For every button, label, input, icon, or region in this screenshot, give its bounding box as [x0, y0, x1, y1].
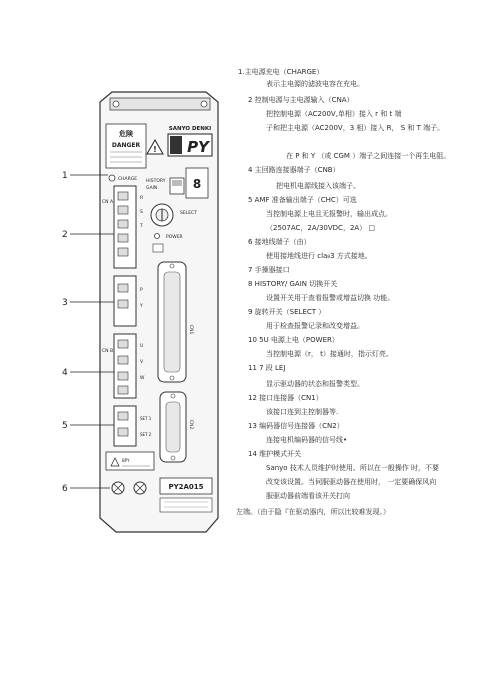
- svg-text:8: 8: [192, 177, 202, 191]
- select-label: SELECT: [180, 211, 197, 216]
- item-7-heading: 7 手操器接口: [248, 266, 290, 274]
- bottom-warning-text: BPY: [122, 458, 130, 463]
- item-11-desc: 显示驱动器的状态和报警类型。: [266, 380, 364, 388]
- item-5-heading: 5 AMF 准备输出端子（CHC）可选: [248, 196, 357, 204]
- item-10-desc: 当控制电源（r， t）接通时，指示灯亮。: [266, 350, 393, 358]
- svg-text:1: 1: [62, 171, 68, 181]
- cna-label: CN A: [102, 200, 114, 205]
- item-4-heading: 4 主回路连接器端子（CNB）: [248, 166, 340, 174]
- item-14-desc-4: 左端。（由于隐『在驱动器内，所以比较难发现。）: [236, 508, 390, 516]
- item-1-desc: 表示主电源的滤波电容在充电。: [266, 80, 364, 88]
- item-1-heading: 1.主电源充电（CHARGE）: [238, 68, 324, 76]
- item-9-desc: 用于检查报警记录和改变增益。: [266, 322, 364, 330]
- svg-text:3: 3: [62, 298, 68, 308]
- charge-label: CHARGE: [118, 177, 138, 182]
- mount-hole-icon: [113, 101, 119, 107]
- terminal-w-label: W: [140, 376, 145, 381]
- item-14-heading: 14 维护模式开关: [248, 450, 302, 458]
- terminal-t-label: T: [140, 224, 143, 229]
- svg-text:!: !: [153, 145, 157, 154]
- item-12-heading: 12 接口连接器（CN1）: [248, 394, 323, 402]
- cn2-label: CN2: [188, 420, 193, 430]
- set2-label: SET 2: [140, 432, 152, 437]
- terminal-u-label: U: [140, 344, 144, 349]
- series-text: PY: [187, 138, 209, 156]
- svg-text:6: 6: [62, 484, 68, 494]
- terminal-s-label: S: [140, 210, 143, 215]
- power-led-icon: [155, 234, 160, 239]
- cn1-label: CN1: [188, 325, 193, 335]
- item-3-desc: 在 P 和 Y （或 CGM ）端子之间连接一个再生电阻。: [286, 152, 451, 160]
- item-2-heading: 2 控制电源与主电源输入（CNA）: [248, 96, 354, 104]
- svg-text:5: 5: [62, 421, 68, 431]
- item-6-heading: 6 接地线端子（由）: [248, 238, 311, 246]
- svg-text:4: 4: [62, 368, 68, 378]
- model-text: PY2A015: [168, 483, 204, 491]
- svg-text:2: 2: [62, 230, 68, 240]
- danger-label-sub: DANGER: [111, 142, 141, 149]
- gain-label: GAIN: [146, 186, 158, 191]
- top-mount-bar: [110, 98, 210, 110]
- history-label: HISTORY: [146, 179, 166, 184]
- item-8-heading: 8 HISTORY/ GAIN 切换开关: [248, 280, 338, 288]
- power-label: POWER: [166, 235, 183, 240]
- item-5-desc-1: 当控制电源上电且无报警时，输出成点。: [266, 210, 392, 218]
- item-14-desc-3: 服驱动器前端看该开关打向: [266, 492, 350, 500]
- item-6-desc: 使用接地线进行 cla₈3 方式接地。: [266, 252, 372, 260]
- charge-led-icon: [109, 175, 115, 181]
- item-13-desc: 连接电机编码器的信号线•: [266, 436, 348, 444]
- cnb-label: CN B: [102, 349, 114, 354]
- terminal-y-label: Y: [140, 304, 143, 309]
- item-4-desc: 把电机电源线接入该端子。: [276, 182, 360, 190]
- item-12-desc: 该接口连到主控制器等.: [266, 408, 339, 416]
- brand-name: SANYO DENKI: [168, 126, 212, 132]
- item-11-heading: 11 7 段 LEJ: [248, 364, 286, 372]
- item-2-desc-1: 把控制电源（AC200V,单相）接入 r 和 t 端: [266, 110, 402, 118]
- item-5-desc-2: （2507AC，2A/30VDC，2A） □: [266, 224, 376, 232]
- terminal-v-label: V: [140, 360, 144, 365]
- item-9-heading: 9 旋转开关（SELECT ）: [248, 308, 326, 316]
- terminal-r-label: R: [140, 196, 144, 201]
- danger-label-text: 危険: [119, 130, 133, 138]
- item-2-desc-2: 子和把主电源（AC200V，3 相）接入 R， S 和 T 端子。: [266, 124, 445, 132]
- terminal-p-label: P: [140, 288, 143, 293]
- mount-hole-icon: [201, 101, 207, 107]
- item-13-heading: 13 编码器信号连接器（CN2）: [248, 422, 344, 430]
- set1-label: SET 1: [140, 416, 152, 421]
- item-14-desc-2: 改变该设置。当伺服驱动器在使用时， 一定要确保风向: [266, 478, 437, 486]
- item-8-desc: 设置开关用于查看报警或增益切换 功能。: [266, 294, 395, 302]
- item-10-heading: 10 5U 电源上电（POWER）: [248, 336, 339, 344]
- item-14-desc-1: Sanyo 技术人员维护时使用。所以在一般操作 时，不要: [266, 464, 440, 472]
